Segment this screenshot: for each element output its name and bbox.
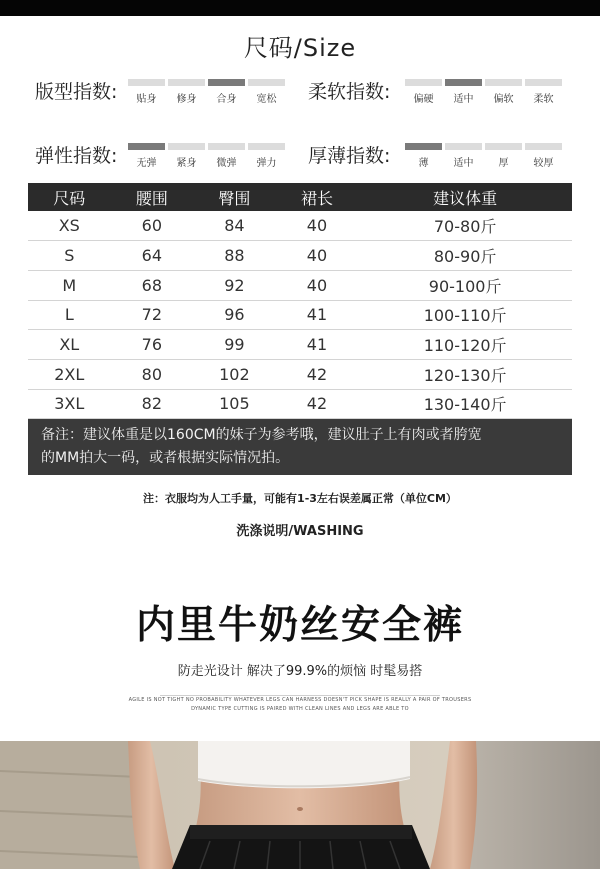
cell-weight: 120-130斤	[358, 359, 572, 389]
cell-hip: 96	[193, 300, 276, 330]
remark-line-2: 的MM拍大一码，或者根据实际情况拍。	[41, 450, 290, 466]
divider	[160, 695, 440, 696]
scale-segment	[208, 143, 245, 169]
scale-label: 适中	[453, 158, 474, 169]
cell-weight: 130-140斤	[358, 389, 572, 419]
cell-size: M	[28, 270, 111, 300]
scale-label: 微弹	[216, 158, 237, 169]
cell-hip: 102	[193, 359, 276, 389]
cell-waist: 68	[111, 270, 194, 300]
scale-segment	[525, 143, 562, 169]
header-waist: 腰围	[111, 183, 194, 211]
table-row	[28, 359, 572, 389]
scale-segment	[405, 79, 442, 105]
scale-label: 贴身	[136, 94, 157, 105]
product-subline: 防走光设计 解决了99.9%的烦恼 时髦易搭	[177, 664, 423, 679]
cell-length: 40	[276, 241, 359, 271]
elasticity-index-label: 弹性指数:	[35, 145, 118, 167]
size-chart-table	[28, 183, 572, 419]
scale-segment	[168, 143, 205, 169]
table-row	[28, 330, 572, 360]
scale-label: 偏软	[493, 94, 514, 105]
table-header-row	[28, 183, 572, 211]
scale-label: 宽松	[256, 94, 277, 105]
scale-label: 薄	[418, 158, 429, 169]
scale-label: 厚	[498, 158, 509, 169]
scale-segment	[248, 143, 285, 169]
thickness-index-label: 厚薄指数:	[308, 145, 391, 167]
table-row	[28, 389, 572, 419]
header-length: 裙长	[276, 183, 359, 211]
scale-segment	[168, 79, 205, 105]
remark-line-1: 备注：建议体重是以160CM的妹子为参考哦，建议肚子上有肉或者胯宽	[41, 427, 482, 443]
cell-hip: 88	[193, 241, 276, 271]
scale-segment-selected	[128, 143, 165, 169]
cell-length: 41	[276, 300, 359, 330]
table-row	[28, 270, 572, 300]
elasticity-index-scale	[128, 143, 285, 169]
softness-index	[308, 77, 568, 117]
scale-label: 偏硬	[413, 94, 434, 105]
fit-index-label: 版型指数:	[35, 81, 118, 103]
cell-hip: 105	[193, 389, 276, 419]
product-headline: 内里牛奶丝安全裤	[135, 603, 464, 648]
cell-size: L	[28, 300, 111, 330]
washing-heading: 洗涤说明/WASHING	[236, 524, 364, 539]
table-row	[28, 300, 572, 330]
header-weight: 建议体重	[358, 183, 572, 211]
scale-segment	[525, 79, 562, 105]
scale-segment	[485, 79, 522, 105]
scale-segment	[485, 143, 522, 169]
fit-index-scale	[128, 79, 285, 105]
product-photo	[0, 741, 600, 869]
cell-weight: 80-90斤	[358, 241, 572, 271]
scale-segment	[445, 143, 482, 169]
cell-weight: 100-110斤	[358, 300, 572, 330]
top-black-bar	[0, 0, 600, 16]
thickness-index-scale	[405, 143, 562, 169]
header-hip: 臀围	[193, 183, 276, 211]
scale-segment-selected	[208, 79, 245, 105]
scale-label: 弹力	[256, 158, 277, 169]
cell-waist: 76	[111, 330, 194, 360]
table-row	[28, 241, 572, 271]
softness-index-scale	[405, 79, 562, 105]
fine-print-line-1: AGILE IS NOT TIGHT NO PROBABILITY WHATEVER LEGS CAN HARNESS DOESN'T PICK SHAPE IS REALLY A PAIR OF TROUSERS	[128, 697, 472, 703]
cell-weight: 70-80斤	[358, 211, 572, 241]
page-title: 尺码/Size	[243, 34, 357, 62]
cell-size: 3XL	[28, 389, 111, 419]
fine-print-line-2: DYNAMIC TYPE CUTTING IS PAIRED WITH CLEAN LINES AND LEGS ARE ABLE TO	[191, 706, 409, 712]
cell-length: 41	[276, 330, 359, 360]
cell-waist: 60	[111, 211, 194, 241]
cell-length: 40	[276, 211, 359, 241]
scale-label: 适中	[453, 94, 474, 105]
elasticity-index	[35, 141, 295, 181]
cell-length: 40	[276, 270, 359, 300]
cell-waist: 80	[111, 359, 194, 389]
scale-label: 柔软	[533, 94, 554, 105]
scale-label: 紧身	[176, 158, 197, 169]
scale-segment	[128, 79, 165, 105]
cell-waist: 82	[111, 389, 194, 419]
cell-waist: 64	[111, 241, 194, 271]
scale-segment-selected	[405, 143, 442, 169]
cell-hip: 84	[193, 211, 276, 241]
thickness-index	[308, 141, 568, 181]
remark-box	[28, 419, 572, 475]
scale-segment	[248, 79, 285, 105]
cell-length: 42	[276, 389, 359, 419]
scale-label: 修身	[176, 94, 197, 105]
cell-weight: 110-120斤	[358, 330, 572, 360]
measurement-footnote: 注：衣服均为人工手量，可能有1-3左右误差属正常（单位CM）	[143, 492, 457, 505]
scale-label: 无弹	[136, 158, 157, 169]
cell-size: XS	[28, 211, 111, 241]
cell-hip: 99	[193, 330, 276, 360]
table-row	[28, 211, 572, 241]
cell-weight: 90-100斤	[358, 270, 572, 300]
scale-segment-selected	[445, 79, 482, 105]
cell-size: S	[28, 241, 111, 271]
cell-hip: 92	[193, 270, 276, 300]
cell-size: XL	[28, 330, 111, 360]
fit-index	[35, 77, 295, 117]
header-size: 尺码	[28, 183, 111, 211]
product-photo-illustration	[0, 741, 600, 869]
cell-waist: 72	[111, 300, 194, 330]
cell-length: 42	[276, 359, 359, 389]
scale-label: 合身	[216, 94, 237, 105]
scale-label: 较厚	[533, 158, 554, 169]
cell-size: 2XL	[28, 359, 111, 389]
softness-index-label: 柔软指数:	[308, 81, 391, 103]
